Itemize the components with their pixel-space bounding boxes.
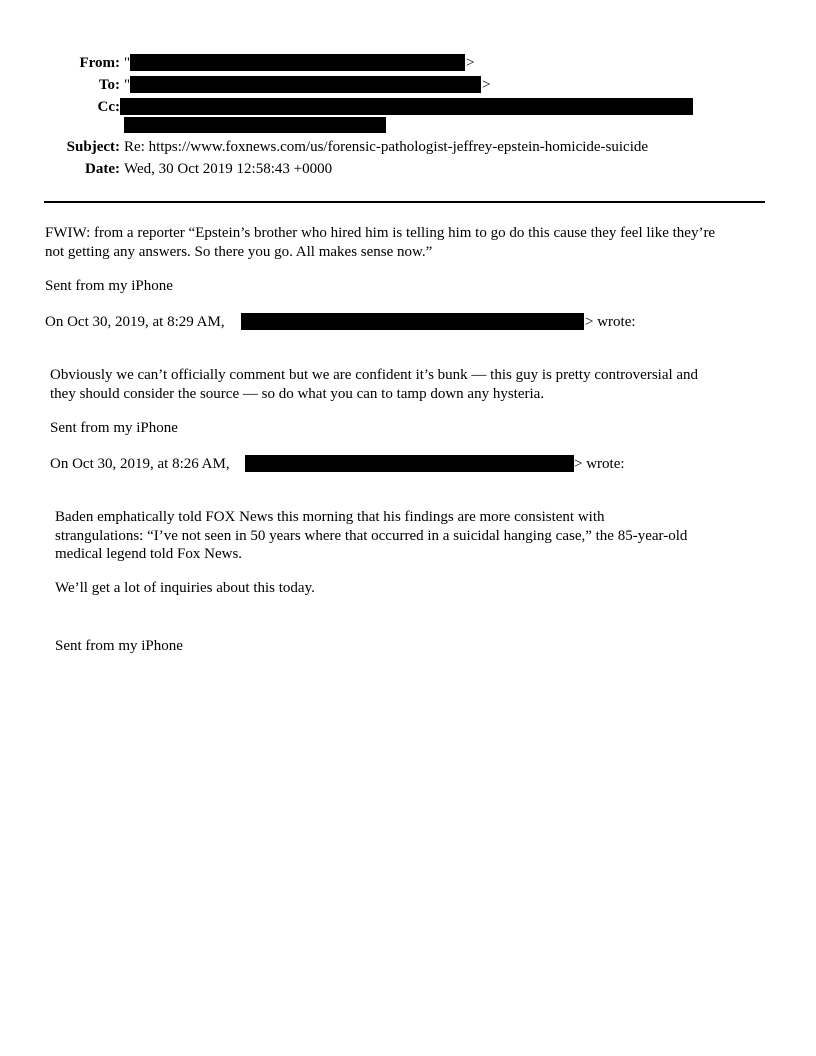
message-3-line-4: We’ll get a lot of inquiries about this today. <box>55 580 315 596</box>
from-quote: " <box>124 55 131 71</box>
message-3-line-1: Baden emphatically told FOX News this morning that his findings are more consistent with <box>55 509 605 525</box>
subject-value: Re: https://www.foxnews.com/us/forensic-pathologist-jeffrey-epstein-homicide-suicide <box>124 139 649 155</box>
cc-label: Cc: <box>97 99 120 115</box>
message-1-line-2: not getting any answers. So there you go. All makes sense now.” <box>45 243 433 260</box>
to-bracket: > <box>482 77 491 93</box>
subject-label: Subject: <box>66 139 120 155</box>
redaction-cc-line1 <box>120 98 693 115</box>
redaction-from <box>130 54 465 71</box>
quote-2-wrote: > wrote: <box>574 456 625 472</box>
header-divider <box>44 201 765 203</box>
message-3-line-2: strangulations: “I’ve not seen in 50 years where that occurred in a suicidal hanging case,” the 85-year-old <box>55 527 688 544</box>
from-label: From: <box>79 55 120 71</box>
message-2-line-1: Obviously we can’t officially comment but we are confident it’s bunk — this guy is pretty controversial and <box>50 367 699 383</box>
quote-1-wrote: > wrote: <box>585 314 636 330</box>
redaction-cc-line2 <box>124 117 386 133</box>
message-1-signature: Sent from my iPhone <box>45 278 173 294</box>
message-2-signature: Sent from my iPhone <box>50 420 178 436</box>
quote-2-attribution: On Oct 30, 2019, at 8:26 AM, <box>50 456 230 472</box>
date-value: Wed, 30 Oct 2019 12:58:43 +0000 <box>124 161 333 177</box>
message-3-line-3: medical legend told Fox News. <box>55 546 243 562</box>
message-2-line-2: they should consider the source — so do what you can to tamp down any hysteria. <box>50 385 545 402</box>
date-label: Date: <box>85 161 120 177</box>
redaction-quote-2-sender <box>245 455 574 472</box>
redaction-to <box>130 76 481 93</box>
redaction-quote-1-sender <box>241 313 584 330</box>
quote-1-attribution: On Oct 30, 2019, at 8:29 AM, <box>45 314 225 330</box>
message-3-body <box>55 508 687 564</box>
message-2-body <box>50 366 698 403</box>
message-3-signature: Sent from my iPhone <box>55 638 183 654</box>
to-quote: " <box>124 77 131 93</box>
from-bracket: > <box>466 55 475 71</box>
message-1-body <box>45 224 715 261</box>
message-1-line-1: FWIW: from a reporter “Epstein’s brother who hired him is telling him to go do this cause they feel like they’re <box>45 225 716 241</box>
to-label: To: <box>98 77 120 93</box>
